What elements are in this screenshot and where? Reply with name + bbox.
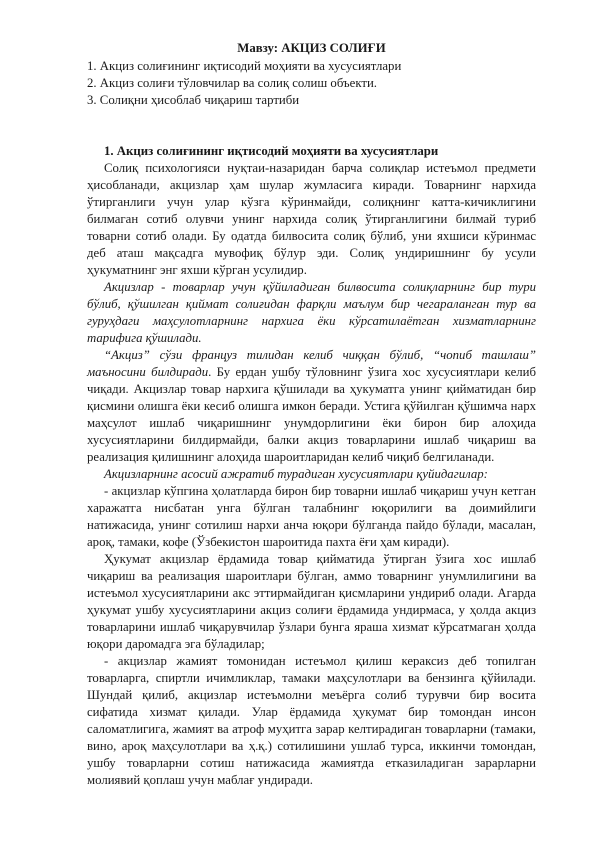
outline-item: 2. Акциз солиғи тўловчилар ва солиқ солиш объекти. [87,76,378,90]
section-heading: 1. Акциз солиғининг иқтисодий моҳияти ва хусусиятлари [104,144,439,158]
feature-item: - акцизлар жамият томонидан истеъмол қилиш кераксиз деб топилган товарларга, спиртли ичимликлар, тамаки маҳсулотлари ва бензинга қўйилади. Шундай қилиб, акцизлар истеъмолни меъёрга солиб турувчи бир восита сифатида хизмат қилади. Улар ёрдамида ҳукумат бир томондан инсон саломатлигига, жамият ва атроф муҳитга зарар келтирадиган товарларни (тамаки, вино, ароқ маҳсулотлари ва ҳ.қ.) сотилишини ушлаб турса, иккинчи томондан, ушбу товарларни сотиш натижасида жамиятда етказиладиган зарарларни молиявий қоплаш учун маблағ ундиради. [87,654,536,787]
definition-paragraph: Акцизлар - товарлар учун қўйиладиган билвосита солиқларнинг бир тури бўлиб, қўшилган қиймат солиғидан фарқли маълум бир чегараланган тур ва гуруҳдаги маҳсулотларнинг нархига ёки кўрсатилаётган хизматларнинг тарифига қўшилади. [87,280,536,345]
etymology-paragraph [87,347,536,466]
paragraph: Ҳукумат акцизлар ёрдамида товар қийматида ўтирган ўзига хос ишлаб чиқариш ва реализация шароитлари бўлган, аммо товарнинг унумлилигини ва истеъмол хусусиятларини акс эттирмайдиган қисмларини ундириб олади. Агарда ҳукумат ушбу хусусиятларини акциз солиғи ёрдамида ундирмаса, у ҳолда акциз товарларини ишлаб чиқарувчилар ўзлари бунга яраша хизмат кўрсатмаган ҳолда юқори даромадга эга бўладилар; [87,552,536,651]
page-title: Мавзу: АКЦИЗ СОЛИҒИ [237,41,386,55]
outline-item: 1. Акциз солиғининг иқтисодий моҳияти ва хусусиятлари [87,59,402,73]
features-intro: Акцизларнинг асосий ажратиб турадиган хусусиятлари қуйидагилар: [104,467,488,481]
outline-item: 3. Солиқни ҳисоблаб чиқариш тартиби [87,93,300,107]
etymology-italic: “Акциз” сўзи француз тилидан келиб чиққан бўлиб, “чопиб ташлаш” маъносини билдиради [87,348,536,379]
topic-outline [87,58,536,109]
feature-item: - акцизлар кўпгина ҳолатларда бирон бир товарни ишлаб чиқариш учун кетган харажатга нисбатан унга бўлган талабнинг юқорилиги ва доимийлиги натижасида, унинг сотилиш нархи анча юқори бўлганда пайдо бўлади, масалан, ароқ, тамаки, кофе (Ўзбекистон шароитида пахта ёғи ҳам киради). [87,484,536,549]
paragraph: Солиқ психологияси нуқтаи-назаридан барча солиқлар истеъмол предмети ҳисобланади, акцизлар ҳам шулар жумласига киради. Товарнинг нархида ўтирганлиги учун улар кўзга кўринмайди, солиқнинг катта-кичиклигини билмаган сотиб олувчи унинг нархида солиқ ўтирганлигини билмай туриб товарни сотиб олади. Бу одатда билвосита солиқ бўлиб, уни яхшиси кўринмас деб аташ мақсадга мувофиқ бўлур эди. Солиқ ундиришнинг бу усули ҳукуматнинг энг яхши кўрган усулидир. [87,161,536,277]
etymology-rest: . Бу ердан ушбу тўловнинг ўзига хос хусусиятлари келиб чиқади. Акцизлар товар нархига қўшилади ва ҳукуматга унинг қийматидан бир қисмини олишга ёки кесиб олишга имкон беради. Устига қўйилган қўшимча нарх маҳсулот ишлаб чиқаришнинг унумдорлигини ёки бирон бир алоҳида хусусиятларини билдирмайди, балки акциз товарларини ишлаб чиқариш ва реализация қилишнинг алоҳида шароитларидан келиб чиқиб белгиланади. [87,365,536,464]
spacer [87,109,536,143]
